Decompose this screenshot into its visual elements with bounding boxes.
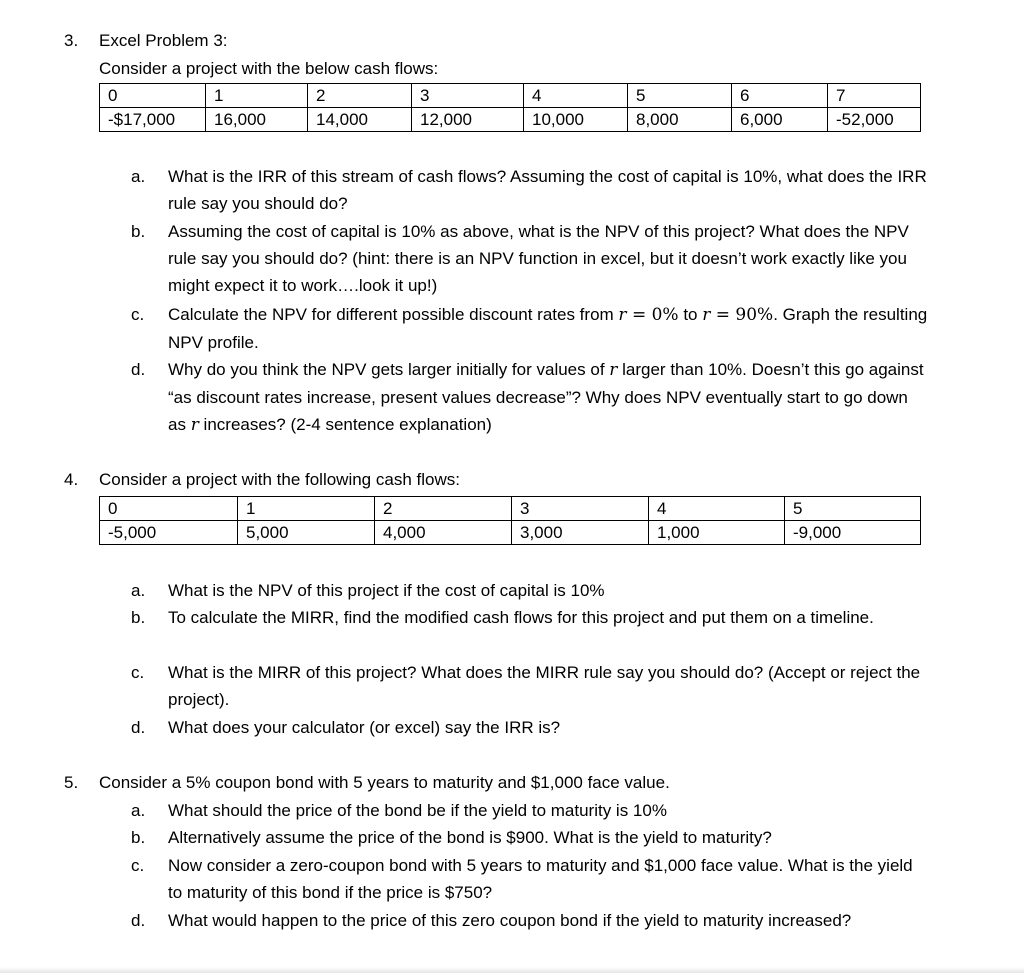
problem-title: Excel Problem 3: bbox=[99, 31, 228, 50]
period-cell: 5 bbox=[785, 497, 921, 521]
period-cell: 4 bbox=[524, 84, 628, 108]
question-letter: d. bbox=[131, 718, 146, 737]
period-cell: 6 bbox=[732, 84, 828, 108]
question-text-segment: What does your calculator (or excel) say the IRR is? bbox=[168, 718, 561, 737]
question-text-segment: What would happen to the price of this zero coupon bond if the yield to maturity increased? bbox=[168, 911, 852, 930]
cash-flow-cell: 16,000 bbox=[206, 108, 308, 132]
question-letter: d. bbox=[131, 911, 146, 930]
question-letter: c. bbox=[131, 856, 145, 875]
question-text-segment: . Graph the resulting NPV profile. bbox=[168, 305, 928, 352]
cash-flow-cell: 5,000 bbox=[238, 521, 375, 545]
question-text-segment: Calculate the NPV for different possible discount rates from bbox=[168, 305, 619, 324]
cash-flow-cell: 8,000 bbox=[628, 108, 732, 132]
question-letter: b. bbox=[131, 222, 146, 241]
page-edge-shadow bbox=[0, 967, 1024, 973]
question-letter: d. bbox=[131, 360, 146, 379]
question-text-segment: larger than 10%. Doesn’t this go against “as discount rates increase, present values decrease”? Why does NPV eventually start to go down as bbox=[168, 360, 924, 434]
question-letter: c. bbox=[131, 305, 145, 324]
period-row bbox=[100, 84, 921, 108]
cash-flow-cell: -5,000 bbox=[100, 521, 238, 545]
question-text bbox=[168, 659, 928, 713]
problem-number: 5. bbox=[64, 773, 79, 792]
period-cell: 4 bbox=[649, 497, 785, 521]
period-cell: 7 bbox=[828, 84, 921, 108]
question-letter: b. bbox=[131, 608, 146, 627]
question-text bbox=[168, 714, 928, 741]
question-text bbox=[168, 907, 928, 934]
cash-flow-table-p4 bbox=[99, 496, 921, 545]
period-cell: 1 bbox=[238, 497, 375, 521]
cash-flow-cell: 14,000 bbox=[308, 108, 412, 132]
problem-intro: Consider a 5% coupon bond with 5 years to maturity and $1,000 face value. bbox=[99, 773, 670, 792]
math-variable: r bbox=[618, 305, 627, 325]
period-cell: 2 bbox=[375, 497, 512, 521]
question-text-segment: What should the price of the bond be if the yield to maturity is 10% bbox=[168, 801, 667, 820]
question-text bbox=[168, 356, 928, 439]
question-text-segment: To calculate the MIRR, find the modified cash flows for this project and put them on a timeline. bbox=[168, 608, 874, 627]
cash-flow-row bbox=[100, 108, 921, 132]
cash-flow-cell: 12,000 bbox=[412, 108, 524, 132]
question-letter: a. bbox=[131, 801, 146, 820]
question-text bbox=[168, 604, 928, 631]
question-text-segment: increases? (2-4 sentence explanation) bbox=[198, 415, 492, 434]
cash-flow-cell: 10,000 bbox=[524, 108, 628, 132]
period-cell: 0 bbox=[100, 84, 206, 108]
question-text-segment: to bbox=[678, 305, 703, 324]
math-variable: r bbox=[609, 360, 618, 380]
period-cell: 1 bbox=[206, 84, 308, 108]
cash-flow-cell: 1,000 bbox=[649, 521, 785, 545]
question-text-segment: What is the NPV of this project if the cost of capital is 10% bbox=[168, 581, 605, 600]
cash-flow-table-p3 bbox=[99, 83, 921, 132]
period-cell: 2 bbox=[308, 84, 412, 108]
math-variable: r bbox=[702, 305, 711, 325]
question-text bbox=[168, 797, 928, 824]
cash-flow-cell: 4,000 bbox=[375, 521, 512, 545]
period-cell: 5 bbox=[628, 84, 732, 108]
math-expression: = 0% bbox=[626, 305, 679, 325]
cash-flow-cell: -52,000 bbox=[828, 108, 921, 132]
cash-flow-cell: 6,000 bbox=[732, 108, 828, 132]
question-text-segment: Why do you think the NPV gets larger initially for values of bbox=[168, 360, 610, 379]
question-letter: c. bbox=[131, 663, 145, 682]
cash-flow-cell: -9,000 bbox=[785, 521, 921, 545]
period-cell: 3 bbox=[512, 497, 649, 521]
problem-intro: Consider a project with the following cash flows: bbox=[99, 470, 460, 489]
period-cell: 0 bbox=[100, 497, 238, 521]
question-text bbox=[168, 824, 928, 851]
question-text-segment: Now consider a zero-coupon bond with 5 years to maturity and $1,000 face value. What is the yield to maturity of this bond if the price is $750? bbox=[168, 856, 913, 902]
question-text bbox=[168, 577, 928, 604]
question-text-segment: What is the MIRR of this project? What does the MIRR rule say you should do? (Accept or reject the project). bbox=[168, 663, 921, 709]
question-letter: a. bbox=[131, 581, 146, 600]
period-cell: 3 bbox=[412, 84, 524, 108]
question-text-segment: What is the IRR of this stream of cash flows? Assuming the cost of capital is 10%, what does the IRR rule say you should do? bbox=[168, 167, 927, 213]
question-letter: b. bbox=[131, 828, 146, 847]
cash-flow-row bbox=[100, 521, 921, 545]
math-variable: r bbox=[190, 415, 199, 435]
question-text-segment: Assuming the cost of capital is 10% as above, what is the NPV of this project? What does the NPV rule say you should do? (hint: there is an NPV function in excel, but it doesn’t work exactly like you might expect it to work….look it up!) bbox=[168, 222, 909, 295]
question-text bbox=[168, 163, 928, 217]
problem-number: 4. bbox=[64, 470, 79, 489]
cash-flow-cell: 3,000 bbox=[512, 521, 649, 545]
question-text-segment: Alternatively assume the price of the bond is $900. What is the yield to maturity? bbox=[168, 828, 772, 847]
math-expression: = 90% bbox=[710, 305, 774, 325]
question-text bbox=[168, 218, 928, 299]
problem-number: 3. bbox=[64, 31, 79, 50]
question-text bbox=[168, 852, 928, 906]
question-text bbox=[168, 301, 928, 356]
cash-flow-cell: -$17,000 bbox=[100, 108, 206, 132]
question-letter: a. bbox=[131, 167, 146, 186]
period-row bbox=[100, 497, 921, 521]
problem-intro: Consider a project with the below cash flows: bbox=[99, 59, 439, 78]
